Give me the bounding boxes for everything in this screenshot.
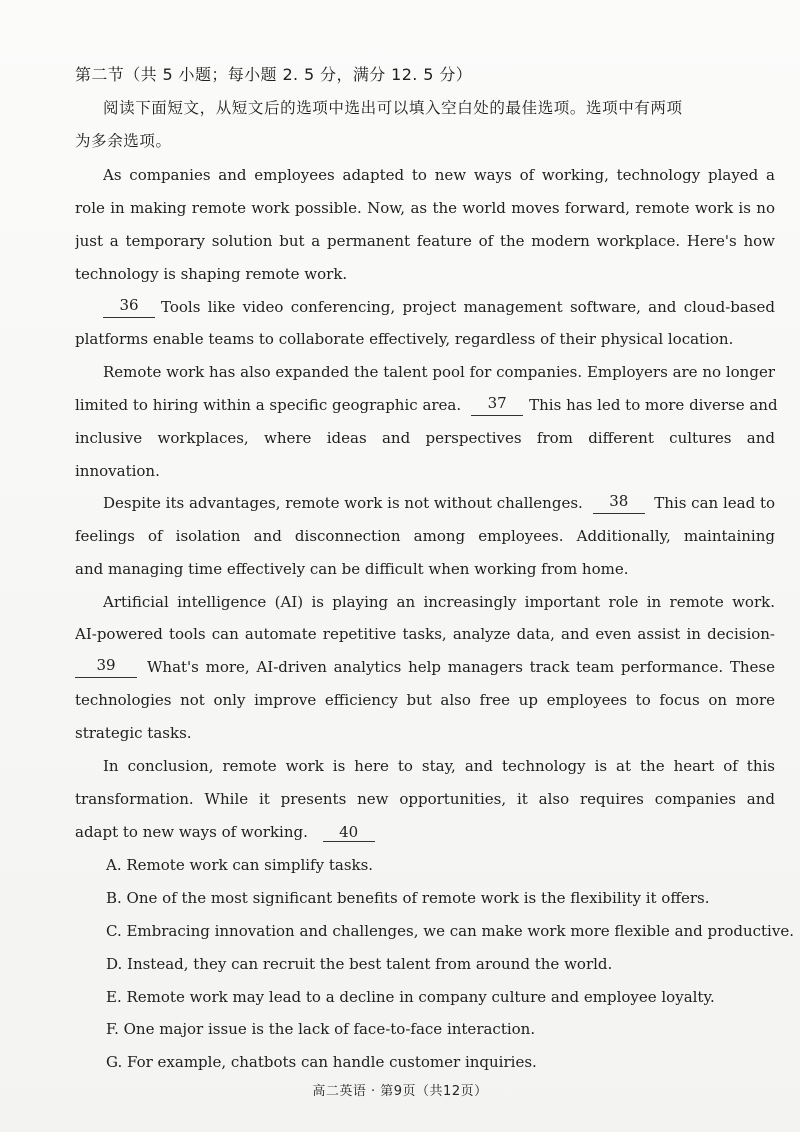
p5-line-3-text: What's more, AI-driven analytics help managers track team performance. These (147, 658, 775, 676)
blank-37[interactable]: 37 (471, 394, 523, 416)
option-f: F. One major issue is the lack of face-to-face interaction. (106, 1020, 536, 1038)
blank-38[interactable]: 38 (593, 492, 645, 514)
p3-line-3: inclusive workplaces, where ideas and perspectives from different cultures and (75, 429, 775, 447)
p6-line-3 (75, 821, 775, 843)
instruction-line-1: 阅读下面短文，从短文后的选项中选出可以填入空白处的最佳选项。选项中有两项 (103, 99, 683, 117)
instruction-line-2: 为多余选项。 (75, 132, 172, 150)
blank-36[interactable]: 36 (103, 296, 155, 318)
p4-line-1-pre: Despite its advantages, remote work is not without challenges. (103, 494, 583, 512)
p6-line-1: In conclusion, remote work is here to stay, and technology is at the heart of this (103, 757, 775, 775)
p3-line-2-post: This has led to more diverse and (529, 396, 778, 414)
p1-line-1: As companies and employees adapted to new ways of working, technology played a (103, 166, 775, 184)
option-a: A. Remote work can simplify tasks. (106, 856, 374, 874)
p5-line-1: Artificial intelligence (AI) is playing an increasingly important role in remote work. (103, 593, 775, 611)
p2-line-1-text: Tools like video conferencing, project management software, and cloud-based (161, 298, 775, 316)
section-heading: 第二节（共 5 小题；每小题 2. 5 分，满分 12. 5 分） (75, 65, 473, 84)
p5-line-4: technologies not only improve efficiency but also free up employees to focus on more (75, 691, 775, 709)
p2-line-1 (103, 296, 775, 318)
p1-line-2: role in making remote work possible. Now, as the world moves forward, remote work is no (75, 199, 775, 217)
blank-40[interactable]: 40 (323, 823, 375, 842)
p5-line-2: AI-powered tools can automate repetitive tasks, analyze data, and even assist in decision- (75, 625, 775, 643)
p4-line-2: feelings of isolation and disconnection among employees. Additionally, maintaining (75, 527, 775, 545)
option-c: C. Embracing innovation and challenges, we can make work more flexible and productive. (106, 922, 794, 940)
option-d: D. Instead, they can recruit the best talent from around the world. (106, 955, 613, 973)
option-g: G. For example, chatbots can handle customer inquiries. (106, 1053, 537, 1071)
p4-line-1 (103, 492, 775, 514)
p5-line-3 (75, 656, 775, 678)
p4-line-1-post: This can lead to (654, 494, 775, 512)
p6-line-2: transformation. While it presents new opportunities, it also requires companies and (75, 790, 775, 808)
option-e: E. Remote work may lead to a decline in company culture and employee loyalty. (106, 988, 715, 1006)
p4-line-3: and managing time effectively can be difficult when working from home. (75, 560, 629, 578)
p6-line-3-pre: adapt to new ways of working. (75, 823, 308, 841)
p3-line-1: Remote work has also expanded the talent pool for companies. Employers are no longer (103, 363, 775, 381)
p3-line-2-pre: limited to hiring within a specific geographic area. (75, 396, 462, 414)
p5-line-5: strategic tasks. (75, 724, 192, 742)
p3-line-2 (75, 394, 778, 416)
p3-line-4: innovation. (75, 462, 160, 480)
option-b: B. One of the most significant benefits of remote work is the flexibility it offers. (106, 889, 710, 907)
p2-line-2: platforms enable teams to collaborate effectively, regardless of their physical location. (75, 330, 734, 348)
p1-line-4: technology is shaping remote work. (75, 265, 348, 283)
p1-line-3: just a temporary solution but a permanent feature of the modern workplace. Here's how (75, 232, 775, 250)
page-footer: 高二英语 · 第9页（共12页） (312, 1084, 488, 1099)
blank-39[interactable]: 39 (75, 656, 137, 678)
